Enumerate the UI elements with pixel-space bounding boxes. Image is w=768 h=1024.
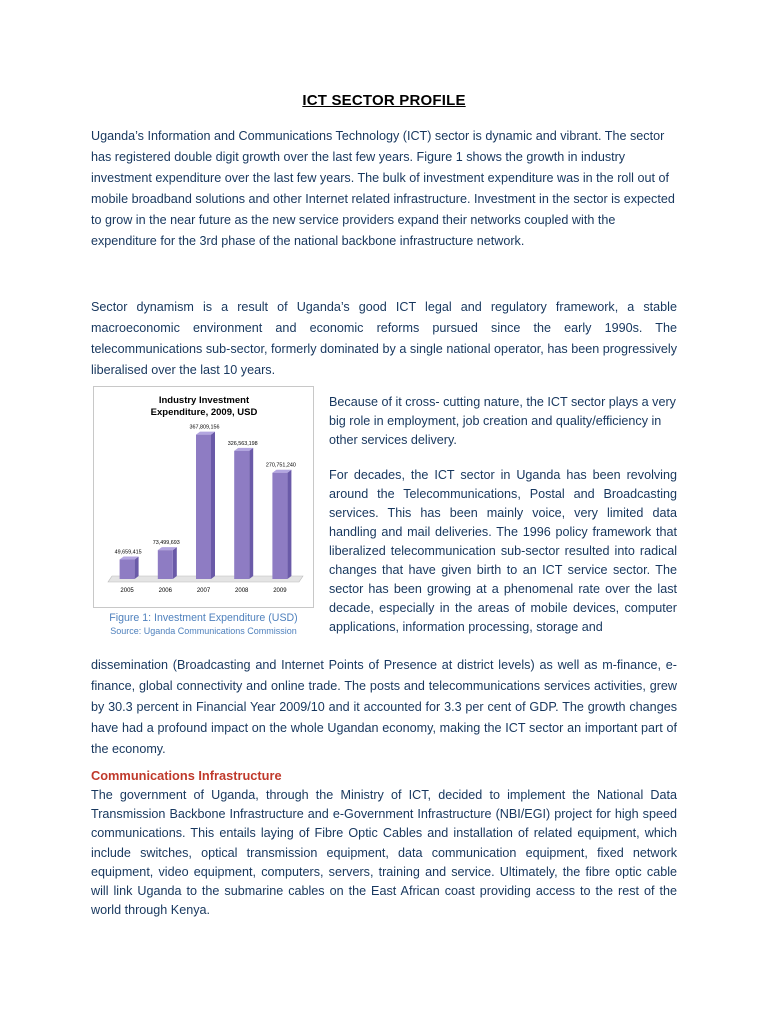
x-tick-2005: 2005 xyxy=(120,588,134,594)
intro-paragraph: Uganda’s Information and Communications Technology (ICT) sector is dynamic and vibrant. The sector has registered double digit growth over the last few years. Figure 1 shows the growth in industry investment expenditure over the last few years. The bulk of investment expenditure was in the roll out of mobile broadband solutions and other Internet related infrastructure. Investment in the sector is expected to grow in the near future as the new service providers expand their networks coupled with the expenditure for the 3rd phase of the national backbone infrastructure network. xyxy=(91,129,675,248)
chart-frame xyxy=(93,386,314,608)
data-label-2007: 367,809,156 xyxy=(189,424,220,431)
investment-figure xyxy=(91,386,316,642)
bar-side-2008 xyxy=(249,448,253,579)
x-tick-2006: 2006 xyxy=(158,588,172,594)
bar-2006 xyxy=(158,550,173,579)
page-title: ICT SECTOR PROFILE xyxy=(302,92,466,109)
bar-side-2005 xyxy=(135,557,139,579)
bar-2009 xyxy=(272,473,287,579)
decades-paragraph: For decades, the ICT sector in Uganda has been revolving around the Telecommunications, Postal and Broadcasting services. This has been mainly voice, very limited data handling and mail deliveries. The 1996 policy framework that liberalized telecommunication sub-sector resulted into radical changes that have given birth to an ICT service sector. The sector has been growing at a phenomenal rate over the last decade, especially in the areas of mobile devices, computer applications, information processing, storage and xyxy=(329,468,677,634)
bar-2007 xyxy=(196,435,211,579)
investment-bar-chart xyxy=(94,387,313,607)
bar-side-2006 xyxy=(173,547,177,579)
data-label-2006: 73,499,693 xyxy=(152,540,180,547)
dynamism-paragraph: Sector dynamism is a result of Uganda’s good ICT legal and regulatory framework, a stable macroeconomic environment and economic reforms pursued since the early 1990s. The telecommunications sub-sector, formerly dominated by a single national operator, has been progressively liberalised over the last 10 years. xyxy=(91,300,677,377)
bar-2008 xyxy=(234,451,249,579)
bar-side-2007 xyxy=(211,432,215,579)
dissemination-paragraph: dissemination (Broadcasting and Internet Points of Presence at district levels) as well as m-finance, e-finance, global connectivity and online trade. The posts and telecommunications services activities, grew by 30.3 percent in Financial Year 2009/10 and it accounted for 3.3 per cent of GDP. The growth changes have had a profound impact on the whole Ugandan economy, making the ICT sector an important part of the economy. xyxy=(91,658,677,756)
chart-title-line-1: Industry Investment xyxy=(158,395,250,406)
data-label-2009: 270,751,240 xyxy=(265,462,296,469)
x-tick-2008: 2008 xyxy=(235,588,249,594)
bar-2005 xyxy=(120,560,135,579)
figure-caption: Figure 1: Investment Expenditure (USD) xyxy=(109,612,298,624)
chart-title-line-2: Expenditure, 2009, USD xyxy=(150,407,258,418)
figure-source: Source: Uganda Communications Commission xyxy=(110,626,297,636)
x-tick-2007: 2007 xyxy=(196,588,211,594)
x-tick-2009: 2009 xyxy=(273,588,287,594)
infrastructure-paragraph: The government of Uganda, through the Ministry of ICT, decided to implement the National Data Transmission Backbone Infrastructure and e-Government Infrastructure (NBI/EGI) project for high speed communications. This entails laying of Fibre Optic Cables and installation of related equipment, which include switches, optical transmission equipment, data communication equipment, fixed network equipment, video equipment, computers, servers, training and service. Ultimately, the fibre optic cable will link Uganda to the submarine cables on the East African coast providing access to the rest of the world through Kenya. xyxy=(91,788,677,918)
cross-cutting-paragraph: Because of it cross- cutting nature, the ICT sector plays a very big role in employment, job creation and quality/efficiency in other services delivery. xyxy=(329,395,676,447)
section-heading-infrastructure: Communications Infrastructure xyxy=(91,768,282,783)
data-label-2005: 49,659,415 xyxy=(114,549,142,556)
bar-side-2009 xyxy=(287,470,291,579)
data-label-2008: 326,563,198 xyxy=(227,440,258,447)
